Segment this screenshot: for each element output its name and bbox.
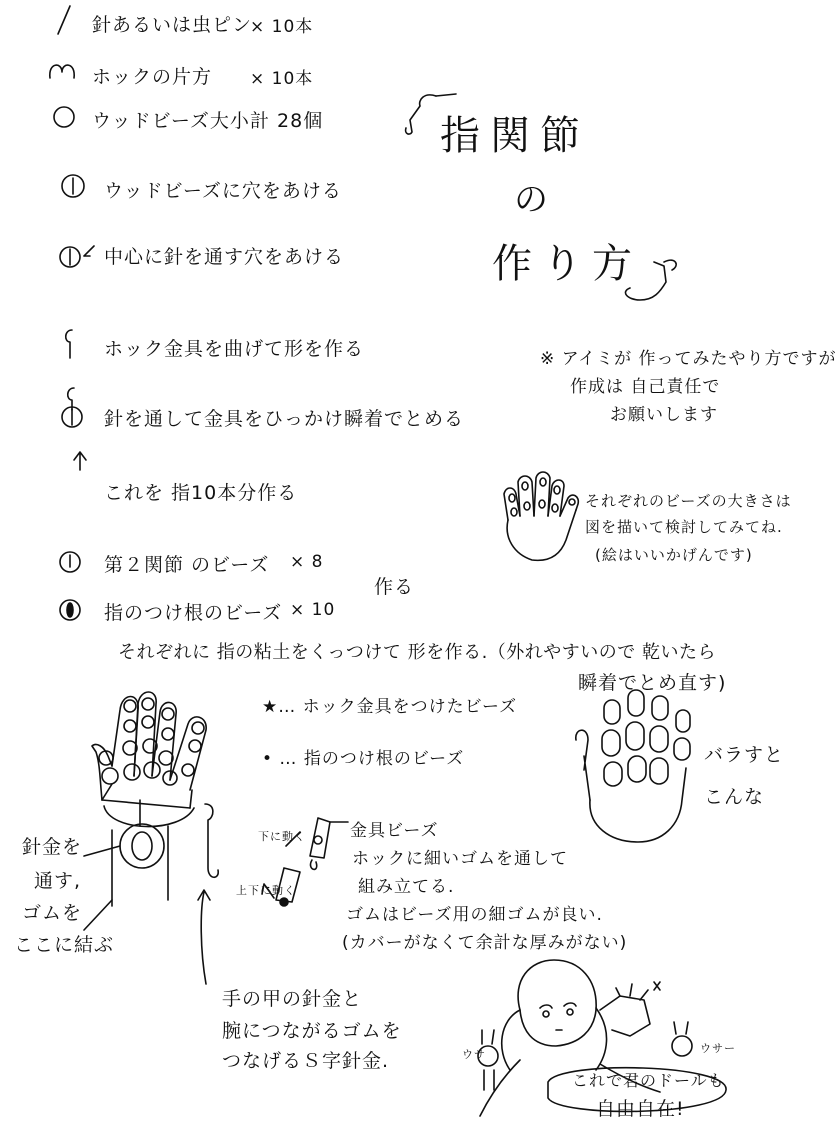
step-repeat: これを 指10本分作る [104,482,298,504]
base-bead-icon [60,600,80,620]
step-bend: ホック金具を曲げて形を作る [104,338,365,360]
bead-assembly-line2: 組み立てる. [358,877,455,897]
material-hook-label: ホックの片方 [92,66,213,88]
hand-note-line3: (絵はいいかげんです) [595,546,753,564]
needle-icon [58,6,70,34]
wire-line1: 針金を [22,836,83,858]
note-line1: ※ アイミが 作ってみたやり方ですが [540,349,837,369]
hand-note-line1: それぞれのビーズの大きさは [585,492,792,510]
title-bracket-right [625,260,676,300]
step-needle-hole: 中心に針を通す穴をあける [104,246,345,268]
legend-star: ★… ホック金具をつけたビーズ [262,697,518,717]
bead-joint-label: 第２関節 のビーズ [104,554,270,576]
bead-make: 作る [374,576,415,598]
bead-icon [54,107,74,127]
speech-bubble [548,1068,726,1112]
s-wire-line1: 手の甲の針金と [222,988,363,1010]
material-bead-qty: 計 28個 [250,110,324,132]
title-bracket-left [406,94,456,134]
bead-base-qty: × 10 [290,600,336,620]
hook-bead-part [310,818,348,869]
wire-line2: 通す, [34,870,82,892]
pointer-arrows [84,832,300,984]
rabbit-right-icon [672,1022,692,1056]
rabbit-left-icon [478,1030,498,1090]
bent-hook-icon [66,330,72,358]
base-bead-part [276,868,300,906]
material-hook-qty: × 10本 [250,69,314,89]
material-needle-qty: × 10本 [250,17,314,37]
wire-line3: ゴムを [22,902,83,924]
bead-needle-icon [60,246,94,267]
wire-line4: ここに結ぶ [14,934,115,956]
bead-base-label: 指のつけ根のビーズ [104,602,283,624]
title-line1: 指関節 [440,113,590,159]
bead-assembly-line1: ホックに細いゴムを通して [352,849,568,869]
glued-bead-icon [62,388,82,427]
title-line3: 作り方 [492,241,642,287]
bead-assembly-label: 金具ビーズ [350,821,439,841]
s-wire-line2: 腕につながるゴムを [222,1020,402,1042]
rabbit-right-label: ウサー [700,1042,736,1055]
bead-hand-diagram [92,692,218,906]
bead-joint-qty: × 8 [290,552,324,572]
up-arrow-icon [74,452,86,470]
separate-line1: バラすと [704,744,785,766]
title-line2: の [514,180,558,220]
clay-line2: 瞬着でとめ直す) [578,672,727,694]
movement-up-down: 上下に動く [236,884,296,897]
hand-note-line2: 図を描いて検討してみてね. [585,518,783,536]
small-hand-drawing [504,472,578,560]
bead-assembly-line3: ゴムはビーズ用の細ゴムが良い. [346,905,603,925]
speech-line2: 自由自在! [596,1098,685,1120]
note-line2: 作成は 自己責任で [570,377,721,397]
rabbit-left-label: ウサ [462,1048,486,1061]
separate-line2: こんな [704,786,765,808]
s-wire-line3: つなげるＳ字針金. [222,1050,390,1072]
movement-down: 下に動く [258,830,306,843]
joint-bead-icon [60,552,80,572]
bead-assembly-line4: (カバーがなくて余計な厚みがない) [342,933,628,953]
legend-dot: • … 指のつけ根のビーズ [262,749,465,769]
note-line3: お願いします [610,405,718,425]
clay-line1: それぞれに 指の粘土をくっつけて 形を作る.（外れやすいので 乾いたら [118,642,717,663]
separated-hand-diagram [576,690,690,842]
bead-hole-icon [62,175,84,197]
girl-illustration [480,960,660,1116]
speech-line1: これで君のドールも [572,1071,725,1090]
hook-icon [50,65,74,78]
material-bead-label: ウッドビーズ大小 [92,110,250,132]
step-hole: ウッドビーズに穴をあける [104,180,342,202]
step-glue: 針を通して金具をひっかけ瞬着でとめる [104,408,465,430]
material-needle-label: 針あるいは虫ピン [92,14,253,36]
